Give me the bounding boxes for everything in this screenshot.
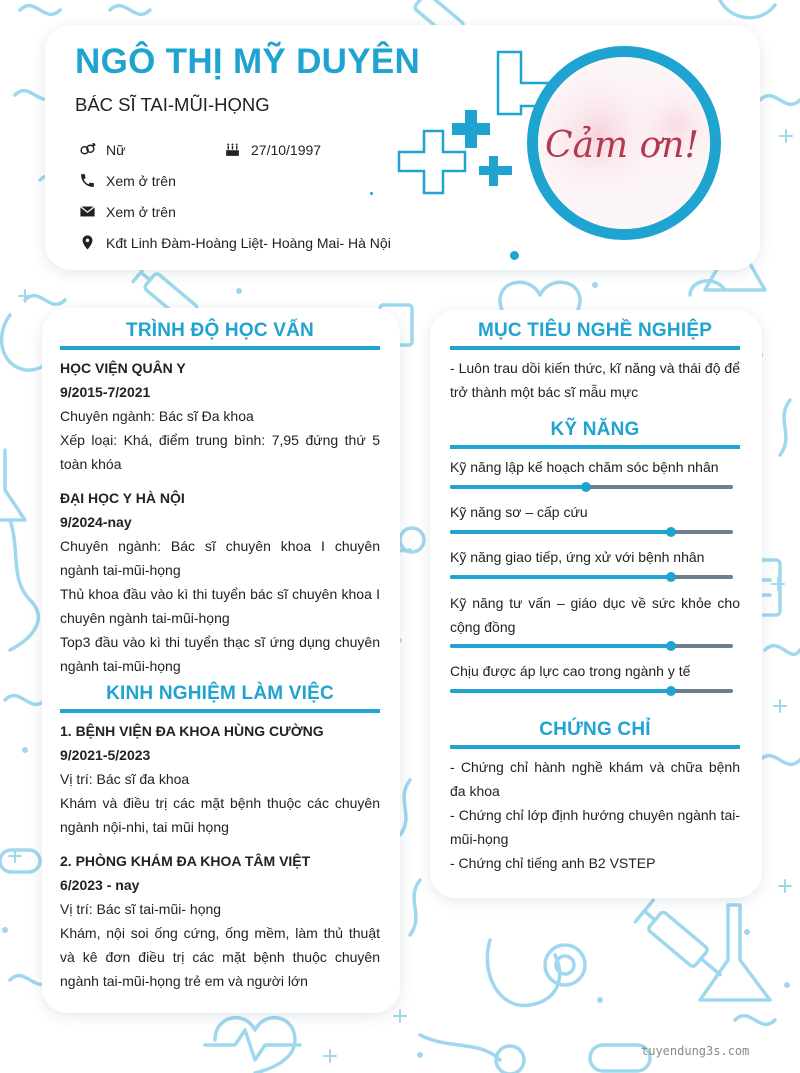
skills-title: KỸ NĂNG <box>450 419 740 449</box>
skill-level-fill <box>450 575 671 579</box>
address-row <box>79 234 391 251</box>
skill-level-bar <box>450 530 733 534</box>
candidate-name: NGÔ THỊ MỸ DUYÊN <box>75 42 421 81</box>
birthday-value: 27/10/1997 <box>251 141 322 158</box>
education-title: TRÌNH ĐỘ HỌC VẤN <box>60 320 380 350</box>
certificate-item: - Chứng chỉ hành nghề khám và chữa bệnh đa khoa <box>450 759 740 799</box>
education-school: HỌC VIỆN QUÂN Y <box>60 360 186 376</box>
skill-level-knob <box>666 641 676 651</box>
skill-label: Kỹ năng tư vấn – giáo dục về sức khỏe cho cộng đồng <box>450 595 740 635</box>
bandage-icon <box>735 1016 775 1025</box>
skill-level-bar <box>450 485 733 489</box>
phone-value: Xem ở trên <box>106 172 176 189</box>
experience-company: 1. BỆNH VIỆN ĐA KHOA HÙNG CƯỜNG <box>60 723 324 739</box>
experience-description: Khám, nội soi ống cứng, ống mềm, làm thủ thuật và kê đơn điều trị các mặt bệnh thuộc chuyên ngành tai-mũi-họng trẻ em và người lớn <box>60 925 380 989</box>
education-period: 9/2024-nay <box>60 514 132 530</box>
avatar-caption: Cảm ơn! <box>545 125 699 166</box>
email-row <box>79 203 176 220</box>
birthday-cake-icon <box>224 141 241 158</box>
stethoscope-icon <box>420 1035 524 1073</box>
objective-title: MỤC TIÊU NGHỀ NGHIỆP <box>450 320 740 350</box>
bandage-icon <box>110 6 150 15</box>
job-title: BÁC SĨ TAI-MŨI-HỌNG <box>75 94 270 115</box>
skill-label: Kỹ năng lập kế hoạch chăm sóc bệnh nhân <box>450 459 719 475</box>
heart-icon <box>205 1018 300 1073</box>
experience-period: 9/2021-5/2023 <box>60 747 151 763</box>
skill-level-fill <box>450 689 671 693</box>
education-line: Chuyên ngành: Bác sĩ chuyên khoa I chuyên ngành tai-mũi-họng <box>60 538 380 578</box>
gender-value: Nữ <box>106 141 126 158</box>
objective-text: - Luôn trau dồi kiến thức, kĩ năng và thái độ để trở thành một bác sĩ mẫu mực <box>450 360 740 400</box>
flask-icon <box>700 905 770 1000</box>
stethoscope-icon <box>487 940 585 1005</box>
experience-company: 2. PHÒNG KHÁM ĐA KHOA TÂM VIỆT <box>60 853 311 869</box>
education-line: Thủ khoa đầu vào kì thi tuyển bác sĩ chuyên khoa I chuyên ngành tai-mũi-họng <box>60 586 380 626</box>
skill-label: Kỹ năng giao tiếp, ứng xử với bệnh nhân <box>450 549 705 565</box>
skill-level-bar <box>450 575 733 579</box>
location-pin-icon <box>79 234 96 251</box>
skill-level-fill <box>450 485 586 489</box>
phone-row <box>79 172 176 189</box>
bandage-icon <box>765 646 800 655</box>
bandage-icon <box>20 6 60 15</box>
avatar <box>527 46 721 240</box>
gender-icon <box>79 141 96 158</box>
bandage-icon <box>760 756 800 765</box>
phone-icon <box>79 172 96 189</box>
syringe-icon <box>635 900 729 985</box>
decor-dot <box>510 251 519 260</box>
skill-level-bar <box>450 644 733 648</box>
email-value: Xem ở trên <box>106 203 176 220</box>
skill-level-fill <box>450 644 671 648</box>
skill-level-bar <box>450 689 733 693</box>
skill-level-knob <box>666 527 676 537</box>
experience-period: 6/2023 - nay <box>60 877 140 893</box>
skill-level-knob <box>666 572 676 582</box>
education-school: ĐẠI HỌC Y HÀ NỘI <box>60 490 185 506</box>
education-line: Top3 đầu vào kì thi tuyển thạc sĩ ứng dụng chuyên ngành tai-mũi-họng <box>60 634 380 674</box>
flask-icon <box>0 450 25 520</box>
education-line: Chuyên ngành: Bác sĩ Đa khoa <box>60 408 254 424</box>
experience-role: Vị trí: Bác sĩ tai-mũi- họng <box>60 901 222 917</box>
bandage-icon <box>400 780 410 835</box>
skill-level-fill <box>450 530 671 534</box>
pill-icon <box>0 850 40 872</box>
education-line: Xếp loại: Khá, điểm trung bình: 7,95 đứng thứ 5 toàn khóa <box>60 432 380 472</box>
avatar-image <box>538 57 710 229</box>
bandage-icon <box>780 400 790 455</box>
skill-label: Chịu được áp lực cao trong ngành y tế <box>450 663 691 679</box>
experience-role: Vị trí: Bác sĩ đa khoa <box>60 771 190 787</box>
skill-level-knob <box>581 482 591 492</box>
certificates-title: CHỨNG CHỈ <box>450 719 740 749</box>
email-icon <box>79 203 96 220</box>
experience-title: KINH NGHIỆM LÀM VIỆC <box>60 683 380 713</box>
address-value: Kđt Linh Đàm-Hoàng Liệt- Hoàng Mai- Hà Nội <box>106 234 391 251</box>
bandage-icon <box>410 880 420 935</box>
skill-label: Kỹ năng sơ – cấp cứu <box>450 504 588 520</box>
skill-level-knob <box>666 686 676 696</box>
education-period: 9/2015-7/2021 <box>60 384 151 400</box>
stethoscope-icon <box>10 520 38 650</box>
certificate-item: - Chứng chỉ lớp định hướng chuyên ngành tai-mũi-họng <box>450 807 740 847</box>
watermark-site: tuyendung3s.com <box>641 1044 750 1058</box>
stethoscope-icon <box>720 0 775 18</box>
decor-dot <box>370 192 373 195</box>
certificate-item: - Chứng chỉ tiếng anh B2 VSTEP <box>450 855 656 871</box>
bandage-icon <box>5 696 45 705</box>
birthday-row <box>224 141 321 158</box>
bandage-icon <box>760 96 800 105</box>
gender-row <box>79 141 125 158</box>
experience-description: Khám và điều trị các mặt bệnh thuộc các chuyên ngành nội-nhi, tai mũi họng <box>60 795 380 835</box>
